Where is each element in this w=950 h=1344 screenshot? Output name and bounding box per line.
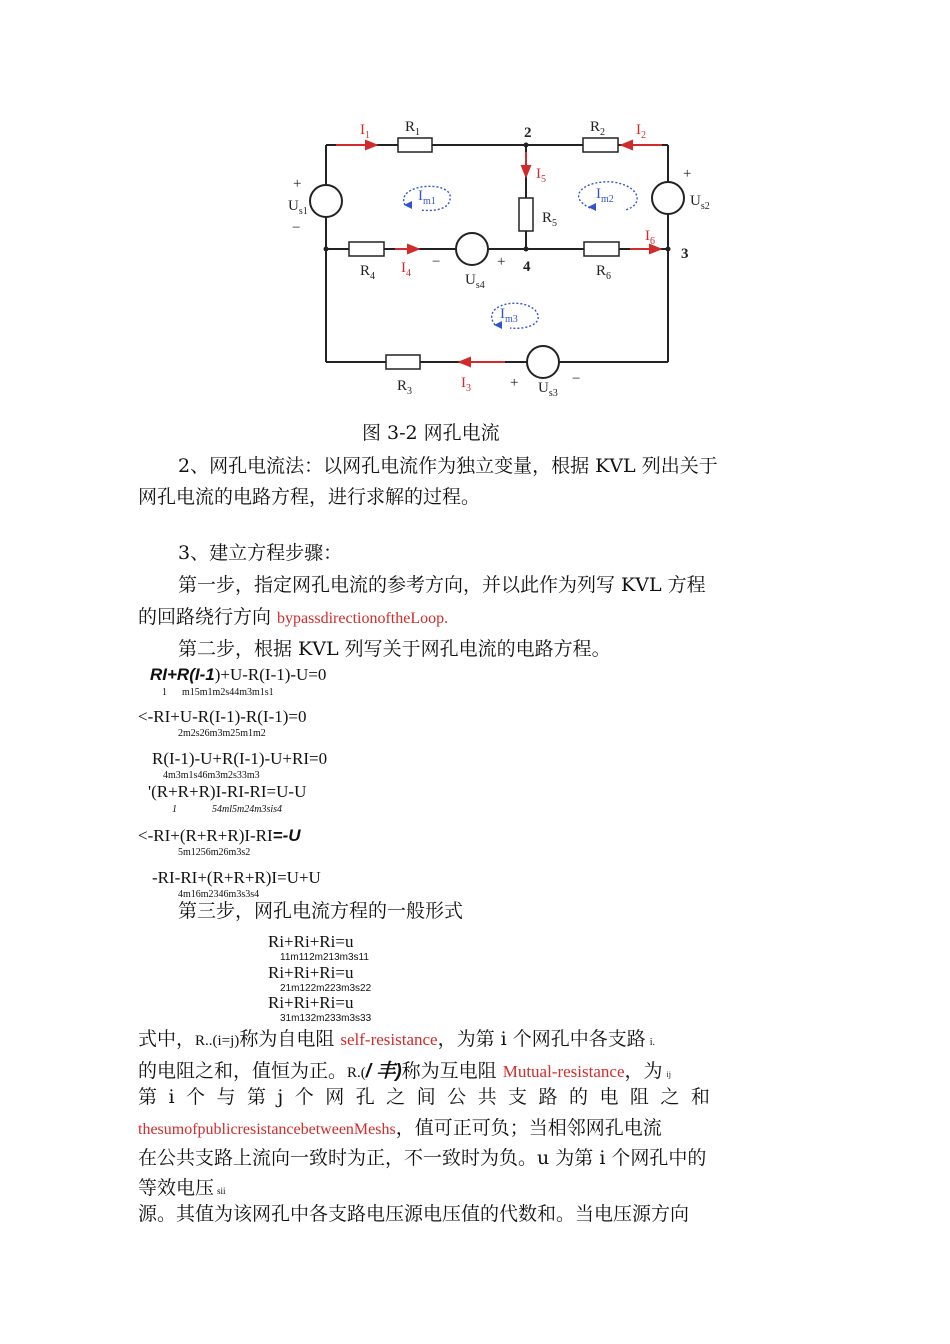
svg-text:+: + (497, 254, 506, 270)
body-line3-char: 个 (294, 1086, 314, 1108)
resistor-r3 (386, 355, 420, 369)
body-line2-c: 称为互电阻 (401, 1060, 503, 1082)
body-line1-a: 式中， (138, 1028, 196, 1050)
body-line2-sub: ij (666, 1070, 671, 1079)
body-line6-sub: sii (217, 1186, 226, 1196)
body-line1-d: ，为第 i 个网孔中各支路 (437, 1028, 646, 1050)
source-us1 (310, 185, 342, 217)
equation-6: -RI-RI+(R+R+R)I=U+U (152, 868, 321, 887)
svg-text:2: 2 (524, 125, 532, 141)
body-line1-b: R..(i=j) (195, 1033, 240, 1049)
svg-text:I2: $I_2$ (636, 122, 646, 141)
svg-text:Im1: $I_{m1}$ (418, 188, 436, 207)
body-line2-bold: / 丰) (365, 1061, 402, 1082)
body-line2-d: ，为 (624, 1060, 663, 1082)
svg-text:Us4: $U_{s4}$ (465, 272, 485, 291)
body-line6-a: 等效电压 (138, 1177, 215, 1199)
equation-1 (150, 665, 326, 685)
step3-line: 第三步，网孔电流方程的一般形式 (178, 900, 464, 922)
body-line3-char: 路 (538, 1086, 558, 1108)
body-line3-char: 和 (690, 1086, 710, 1108)
body-line3-char: 阻 (629, 1086, 649, 1108)
body-line2-b: R.( (347, 1065, 366, 1081)
body-line3-char: 的 (568, 1086, 588, 1108)
body-line3-char: 个 (186, 1086, 206, 1108)
resistor-r4 (349, 242, 384, 256)
resistor-r6 (584, 242, 619, 256)
resistor-r2 (583, 138, 618, 152)
equation-5-main: <-RI+(R+R+R)I-RI (138, 826, 273, 845)
svg-text:R2: $R_2$ (590, 119, 606, 138)
node-dot-4 (524, 247, 529, 252)
svg-text:+: + (510, 375, 519, 391)
para3-heading: 3、建立方程步骤： (178, 542, 343, 564)
equation-4: '(R+R+R)I-RI-RI=U-U (148, 782, 307, 801)
svg-text:4: 4 (523, 259, 531, 275)
svg-text:I5: $I_5$ (536, 166, 546, 185)
body-line2-a: 的电阻之和，值恒为正。 (138, 1060, 348, 1082)
general-form-2: Ri+Ri+Ri=u (268, 963, 354, 982)
svg-text:−: − (292, 220, 301, 236)
equation-5 (138, 826, 301, 846)
equation-5-bold: =-U (272, 826, 301, 845)
body-line3-char: 支 (508, 1086, 528, 1108)
body-line5: 在公共支路上流向一致时为正，不一致时为负。u 为第 i 个网孔中的 (138, 1147, 707, 1169)
para2-line2: 网孔电流的电路方程，进行求解的过程。 (138, 486, 481, 508)
equation-2-sub: 2m2s26m3m25m1m2 (178, 728, 266, 739)
body-line7: 源。其值为该网孔中各支路电压源电压值的代数和。当电压源方向 (138, 1203, 690, 1225)
svg-text:I1: $I_1$ (360, 122, 370, 141)
body-line1-sub: i. (649, 1037, 656, 1048)
general-form-3-sub: 31m132m233m3s33 (280, 1013, 372, 1024)
svg-text:−: − (432, 254, 441, 270)
source-us4 (456, 233, 488, 265)
step1-line2-en: bypassdirectionoftheLoop. (277, 610, 449, 627)
svg-text:+: + (293, 176, 302, 192)
step1-line2 (138, 604, 448, 632)
body-line3-char: 第 (246, 1086, 266, 1108)
svg-text:Us3: $U_{s3}$ (538, 380, 558, 399)
general-form-1-sub: 11m112m213m3s11 (280, 952, 369, 963)
step1-line1: 第一步，指定网孔电流的参考方向，并以此作为列写 KVL 方程 (178, 574, 706, 596)
step2-line: 第二步，根据 KVL 列写关于网孔电流的电路方程。 (178, 638, 611, 660)
node-dot-left (324, 247, 329, 252)
step1-line2-cn: 的回路绕行方向 (138, 606, 278, 628)
body-line2-red: Mutual-resistance (502, 1062, 625, 1081)
source-us3 (527, 346, 559, 378)
equation-1-sub: 1 m15m1m2s44m3m1s1 (162, 687, 274, 698)
svg-text:I6: $I_6$ (645, 228, 655, 247)
body-line4-red: thesumofpublicresistancebetweenMeshs (138, 1121, 396, 1138)
source-us2 (652, 182, 684, 214)
svg-text:Im3: $I_{m3}$ (500, 306, 518, 325)
figure-caption: 图 3-2 网孔电流 (362, 422, 500, 444)
body-line1 (138, 1026, 655, 1056)
body-line1-c: 称为自电阻 (239, 1028, 341, 1050)
equation-2: <-RI+U-R(I-1)-R(I-1)=0 (138, 707, 307, 726)
equation-1-main: )+U-R(I-1)-U=0 (214, 665, 327, 684)
svg-text:I3: $I_3$ (461, 375, 471, 394)
body-line3-char: 第 (138, 1086, 158, 1108)
body-line3-char: 之 (660, 1086, 680, 1108)
svg-text:3: 3 (681, 246, 689, 262)
svg-text:R5: $R_5$ (542, 210, 558, 229)
body-line3-char: 公 (447, 1086, 467, 1108)
general-form-1: Ri+Ri+Ri=u (268, 932, 354, 951)
body-line1-red: self-resistance (340, 1030, 438, 1049)
equation-1-bold: RI+R(I-1 (150, 665, 215, 684)
body-line3-char: 之 (386, 1086, 406, 1108)
body-line4-b: ，值可正可负；当相邻网孔电流 (395, 1117, 662, 1139)
svg-text:R3: $R_3$ (397, 378, 413, 397)
body-line3-char: 间 (416, 1086, 436, 1108)
equation-3: R(I-1)-U+R(I-1)-U+RI=0 (152, 749, 328, 768)
svg-text:−: − (572, 371, 581, 387)
general-form-2-sub: 21m122m223m3s22 (280, 983, 372, 994)
body-line3-char: j (277, 1086, 284, 1108)
body-line4 (138, 1115, 662, 1143)
svg-text:I4: $I_4$ (401, 260, 411, 279)
equation-5-sub: 5m1256m26m3s2 (178, 847, 251, 858)
body-line3-char: 电 (599, 1086, 619, 1108)
body-line3 (138, 1084, 710, 1110)
body-line3-char: i (168, 1086, 175, 1108)
resistor-r1 (398, 138, 432, 152)
equation-3-sub: 4m3m1s46m3m2s33m3 (163, 770, 260, 781)
body-line6 (138, 1175, 226, 1204)
svg-text:R1: $R_1$ (405, 119, 421, 138)
svg-text:R6: $R_6$ (596, 263, 612, 282)
body-line3-char: 共 (477, 1086, 497, 1108)
svg-text:Us2: $U_{s2}$ (690, 193, 710, 212)
node-dot-3 (666, 247, 671, 252)
node-dot-2 (524, 143, 529, 148)
body-line3-char: 与 (216, 1086, 236, 1108)
para2-line1: 2、网孔电流法：以网孔电流作为独立变量，根据 KVL 列出关于 (178, 455, 718, 477)
svg-text:Us1: $U_{s1}$ (288, 198, 308, 217)
body-line3-char: 网 (325, 1086, 345, 1108)
svg-text:Im2: $I_{m2}$ (596, 186, 614, 205)
equation-6-sub: 4m16m2346m3s3s4 (178, 889, 260, 900)
svg-text:+: + (683, 166, 692, 182)
resistor-r5 (519, 198, 533, 231)
general-form-3: Ri+Ri+Ri=u (268, 993, 354, 1012)
mesh-current-circuit-diagram (270, 105, 730, 415)
body-line3-char: 孔 (355, 1086, 375, 1108)
equation-4-sub: 1 54ml5m24m3sis4 (172, 804, 283, 815)
svg-text:R4: $R_4$ (360, 263, 376, 282)
